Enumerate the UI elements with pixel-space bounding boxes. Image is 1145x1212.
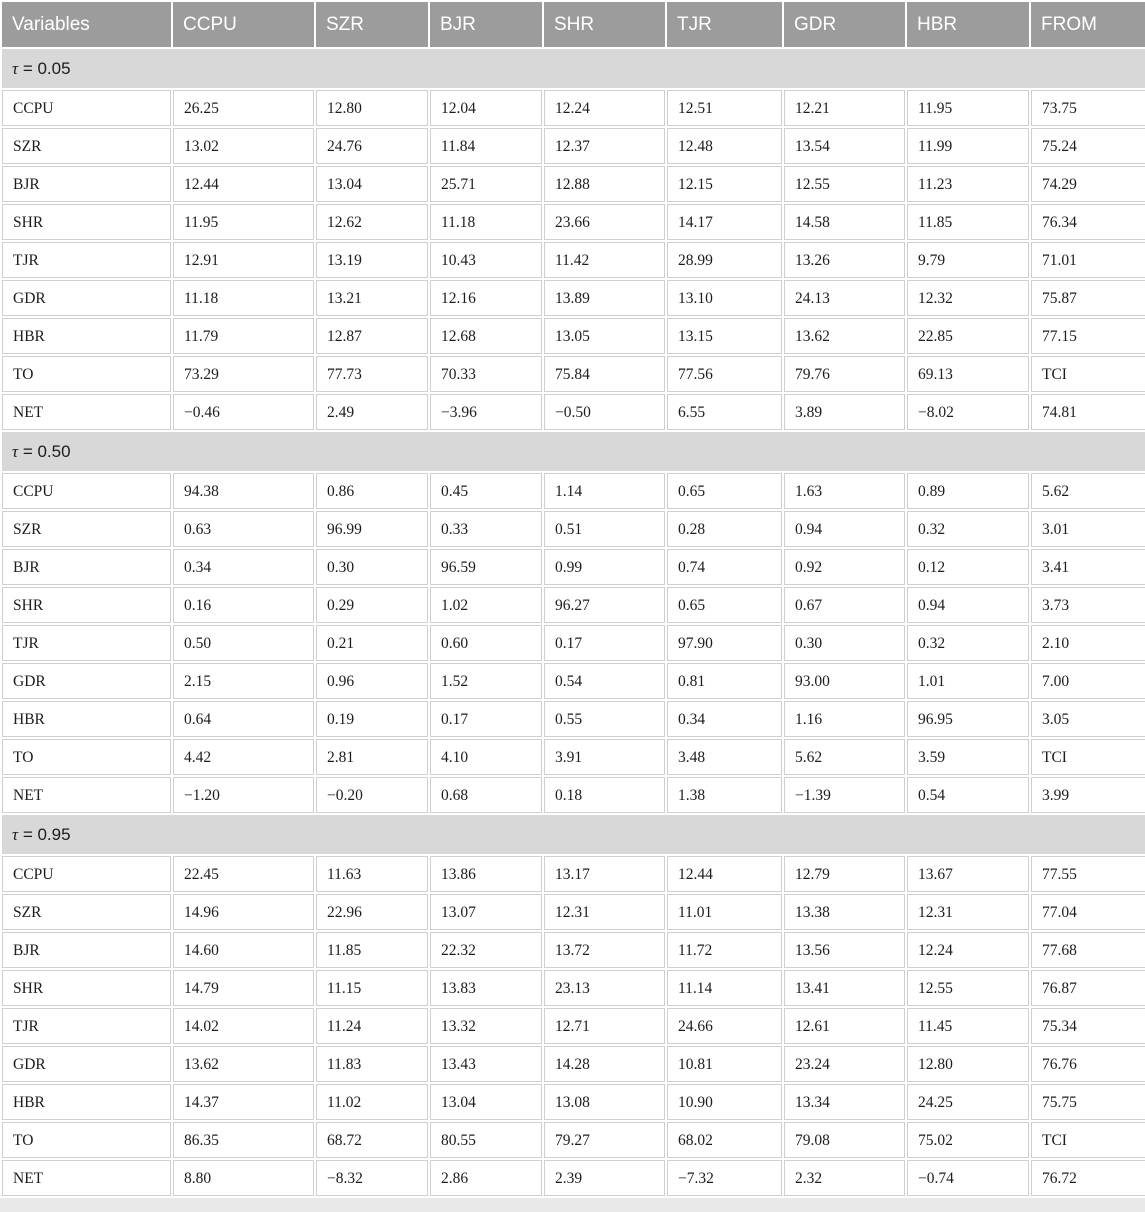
cell-value: TCI — [1031, 356, 1145, 392]
cell-value: 11.85 — [316, 932, 428, 968]
cell-value: 2.10 — [1031, 625, 1145, 661]
cell-value: 1.14 — [544, 473, 665, 509]
cell-value: 13.05 — [544, 318, 665, 354]
tau-symbol: τ — [12, 59, 19, 78]
cell-value: 0.60 — [430, 625, 542, 661]
data-row — [2, 932, 1145, 968]
cell-value: 13.67 — [907, 856, 1029, 892]
cell-value: 24.13 — [784, 280, 905, 316]
row-label: HBR — [2, 1084, 171, 1120]
cell-value: 96.99 — [316, 511, 428, 547]
data-row — [2, 280, 1145, 316]
cell-value: 11.45 — [907, 1008, 1029, 1044]
cell-value: 12.44 — [667, 856, 782, 892]
cell-value: 12.55 — [784, 166, 905, 202]
cell-value: 11.72 — [667, 932, 782, 968]
cell-value: 0.63 — [173, 511, 314, 547]
cell-value: 3.48 — [667, 739, 782, 775]
cell-value: 12.80 — [316, 90, 428, 126]
cell-value: −0.50 — [544, 394, 665, 430]
section-row — [2, 49, 1145, 88]
cell-value: 5.62 — [784, 739, 905, 775]
cell-value: −1.39 — [784, 777, 905, 813]
row-label: GDR — [2, 280, 171, 316]
cell-value: 3.59 — [907, 739, 1029, 775]
cell-value: 2.81 — [316, 739, 428, 775]
cell-value: 12.91 — [173, 242, 314, 278]
cell-value: 14.02 — [173, 1008, 314, 1044]
cell-value: 13.41 — [784, 970, 905, 1006]
cell-value: 70.33 — [430, 356, 542, 392]
cell-value: 73.75 — [1031, 90, 1145, 126]
cell-value: 3.89 — [784, 394, 905, 430]
cell-value: 12.48 — [667, 128, 782, 164]
cell-value: 22.85 — [907, 318, 1029, 354]
row-label: SZR — [2, 128, 171, 164]
cell-value: −8.02 — [907, 394, 1029, 430]
cell-value: 75.24 — [1031, 128, 1145, 164]
cell-value: 13.56 — [784, 932, 905, 968]
tau-symbol: τ — [12, 825, 19, 844]
cell-value: 1.63 — [784, 473, 905, 509]
column-header-szr: SZR — [316, 2, 428, 47]
cell-value: 13.04 — [430, 1084, 542, 1120]
cell-value: 86.35 — [173, 1122, 314, 1158]
cell-value: 13.10 — [667, 280, 782, 316]
cell-value: 11.95 — [907, 90, 1029, 126]
cell-value: 11.95 — [173, 204, 314, 240]
cell-value: 14.96 — [173, 894, 314, 930]
row-label: CCPU — [2, 473, 171, 509]
cell-value: 22.32 — [430, 932, 542, 968]
cell-value: 11.18 — [173, 280, 314, 316]
data-row — [2, 1046, 1145, 1082]
cell-value: 0.96 — [316, 663, 428, 699]
cell-value: 79.27 — [544, 1122, 665, 1158]
row-label: BJR — [2, 166, 171, 202]
column-header-shr: SHR — [544, 2, 665, 47]
cell-value: 1.16 — [784, 701, 905, 737]
row-label: NET — [2, 394, 171, 430]
cell-value: 3.91 — [544, 739, 665, 775]
cell-value: 8.80 — [173, 1160, 314, 1196]
cell-value: 80.55 — [430, 1122, 542, 1158]
row-label: GDR — [2, 1046, 171, 1082]
cell-value: 75.87 — [1031, 280, 1145, 316]
tau-symbol: τ — [12, 442, 19, 461]
cell-value: 68.72 — [316, 1122, 428, 1158]
cell-value: 11.42 — [544, 242, 665, 278]
data-row — [2, 1122, 1145, 1158]
cell-value: 4.10 — [430, 739, 542, 775]
cell-value: 0.17 — [430, 701, 542, 737]
cell-value: 12.88 — [544, 166, 665, 202]
cell-value: 12.68 — [430, 318, 542, 354]
cell-value: 71.01 — [1031, 242, 1145, 278]
cell-value: 11.23 — [907, 166, 1029, 202]
cell-value: 14.37 — [173, 1084, 314, 1120]
cell-value: 12.51 — [667, 90, 782, 126]
column-header-bjr: BJR — [430, 2, 542, 47]
cell-value: −0.46 — [173, 394, 314, 430]
data-row — [2, 970, 1145, 1006]
cell-value: 0.12 — [907, 549, 1029, 585]
data-row — [2, 587, 1145, 623]
column-header-tjr: TJR — [667, 2, 782, 47]
cell-value: 79.08 — [784, 1122, 905, 1158]
cell-value: 14.58 — [784, 204, 905, 240]
data-row — [2, 242, 1145, 278]
row-label: SZR — [2, 894, 171, 930]
cell-value: 11.85 — [907, 204, 1029, 240]
column-header-gdr: GDR — [784, 2, 905, 47]
cell-value: 12.32 — [907, 280, 1029, 316]
cell-value: 13.83 — [430, 970, 542, 1006]
cell-value: 2.39 — [544, 1160, 665, 1196]
cell-value: 13.43 — [430, 1046, 542, 1082]
cell-value: 0.64 — [173, 701, 314, 737]
row-label: TO — [2, 739, 171, 775]
cell-value: 0.92 — [784, 549, 905, 585]
cell-value: 0.33 — [430, 511, 542, 547]
cell-value: 13.54 — [784, 128, 905, 164]
row-label: SHR — [2, 970, 171, 1006]
cell-value: 22.45 — [173, 856, 314, 892]
row-label: SHR — [2, 204, 171, 240]
data-row — [2, 739, 1145, 775]
cell-value: 12.24 — [907, 932, 1029, 968]
cell-value: −0.20 — [316, 777, 428, 813]
cell-value: 24.25 — [907, 1084, 1029, 1120]
cell-value: 3.73 — [1031, 587, 1145, 623]
cell-value: 0.65 — [667, 587, 782, 623]
cell-value: 26.25 — [173, 90, 314, 126]
cell-value: 13.21 — [316, 280, 428, 316]
cell-value: 25.71 — [430, 166, 542, 202]
data-row — [2, 166, 1145, 202]
cell-value: 11.63 — [316, 856, 428, 892]
cell-value: 13.26 — [784, 242, 905, 278]
cell-value: 13.38 — [784, 894, 905, 930]
cell-value: 0.16 — [173, 587, 314, 623]
cell-value: 76.76 — [1031, 1046, 1145, 1082]
cell-value: 11.24 — [316, 1008, 428, 1044]
data-row — [2, 128, 1145, 164]
cell-value: 11.18 — [430, 204, 542, 240]
cell-value: 12.15 — [667, 166, 782, 202]
data-row — [2, 473, 1145, 509]
data-row — [2, 894, 1145, 930]
cell-value: 1.01 — [907, 663, 1029, 699]
cell-value: 12.55 — [907, 970, 1029, 1006]
cell-value: 12.61 — [784, 1008, 905, 1044]
cell-value: 12.16 — [430, 280, 542, 316]
cell-value: 14.17 — [667, 204, 782, 240]
cell-value: 0.30 — [784, 625, 905, 661]
row-label: CCPU — [2, 856, 171, 892]
cell-value: 76.34 — [1031, 204, 1145, 240]
section-row — [2, 432, 1145, 471]
row-label: HBR — [2, 318, 171, 354]
cell-value: 77.68 — [1031, 932, 1145, 968]
data-row — [2, 856, 1145, 892]
cell-value: 0.99 — [544, 549, 665, 585]
cell-value: 12.44 — [173, 166, 314, 202]
data-row — [2, 356, 1145, 392]
data-row — [2, 90, 1145, 126]
cell-value: 0.55 — [544, 701, 665, 737]
cell-value: 11.83 — [316, 1046, 428, 1082]
section-label: τ = 0.50 — [2, 432, 1145, 471]
cell-value: 2.49 — [316, 394, 428, 430]
cell-value: 76.87 — [1031, 970, 1145, 1006]
cell-value: 23.24 — [784, 1046, 905, 1082]
cell-value: 14.28 — [544, 1046, 665, 1082]
cell-value: 0.18 — [544, 777, 665, 813]
data-row — [2, 777, 1145, 813]
cell-value: 10.90 — [667, 1084, 782, 1120]
cell-value: 10.81 — [667, 1046, 782, 1082]
cell-value: 0.54 — [907, 777, 1029, 813]
cell-value: 69.13 — [907, 356, 1029, 392]
cell-value: 13.62 — [173, 1046, 314, 1082]
cell-value: 0.68 — [430, 777, 542, 813]
cell-value: 23.13 — [544, 970, 665, 1006]
cell-value: 13.32 — [430, 1008, 542, 1044]
cell-value: 12.21 — [784, 90, 905, 126]
cell-value: 0.34 — [667, 701, 782, 737]
cell-value: 6.55 — [667, 394, 782, 430]
table-body — [2, 49, 1145, 1196]
cell-value: 4.42 — [173, 739, 314, 775]
cell-value: 0.32 — [907, 625, 1029, 661]
cell-value: 11.79 — [173, 318, 314, 354]
column-header-from: FROM — [1031, 2, 1145, 47]
cell-value: 75.34 — [1031, 1008, 1145, 1044]
data-row — [2, 394, 1145, 430]
cell-value: 13.17 — [544, 856, 665, 892]
cell-value: 11.01 — [667, 894, 782, 930]
row-label: NET — [2, 777, 171, 813]
cell-value: 12.24 — [544, 90, 665, 126]
section-label: τ = 0.95 — [2, 815, 1145, 854]
cell-value: 94.38 — [173, 473, 314, 509]
cell-value: 13.34 — [784, 1084, 905, 1120]
cell-value: 0.54 — [544, 663, 665, 699]
row-label: CCPU — [2, 90, 171, 126]
cell-value: 0.94 — [784, 511, 905, 547]
cell-value: 11.02 — [316, 1084, 428, 1120]
cell-value: 0.30 — [316, 549, 428, 585]
cell-value: 74.81 — [1031, 394, 1145, 430]
cell-value: 9.79 — [907, 242, 1029, 278]
cell-value: 13.02 — [173, 128, 314, 164]
cell-value: 0.51 — [544, 511, 665, 547]
cell-value: 0.86 — [316, 473, 428, 509]
cell-value: 12.04 — [430, 90, 542, 126]
row-label: TO — [2, 356, 171, 392]
cell-value: 12.62 — [316, 204, 428, 240]
cell-value: 13.86 — [430, 856, 542, 892]
row-label: BJR — [2, 549, 171, 585]
cell-value: 77.55 — [1031, 856, 1145, 892]
cell-value: 0.32 — [907, 511, 1029, 547]
cell-value: 13.15 — [667, 318, 782, 354]
section-label: τ = 0.05 — [2, 49, 1145, 88]
cell-value: 13.08 — [544, 1084, 665, 1120]
cell-value: 12.87 — [316, 318, 428, 354]
cell-value: 77.04 — [1031, 894, 1145, 930]
cell-value: 77.73 — [316, 356, 428, 392]
cell-value: 77.56 — [667, 356, 782, 392]
cell-value: 24.66 — [667, 1008, 782, 1044]
cell-value: 11.14 — [667, 970, 782, 1006]
cell-value: −8.32 — [316, 1160, 428, 1196]
cell-value: 1.52 — [430, 663, 542, 699]
data-row — [2, 318, 1145, 354]
cell-value: 24.76 — [316, 128, 428, 164]
cell-value: 11.15 — [316, 970, 428, 1006]
cell-value: 0.29 — [316, 587, 428, 623]
header-row — [2, 2, 1145, 47]
section-row — [2, 815, 1145, 854]
row-label: SHR — [2, 587, 171, 623]
cell-value: 13.07 — [430, 894, 542, 930]
cell-value: 3.99 — [1031, 777, 1145, 813]
cell-value: 12.80 — [907, 1046, 1029, 1082]
cell-value: 76.72 — [1031, 1160, 1145, 1196]
cell-value: 13.72 — [544, 932, 665, 968]
cell-value: 0.28 — [667, 511, 782, 547]
cell-value: 2.32 — [784, 1160, 905, 1196]
row-label: BJR — [2, 932, 171, 968]
cell-value: TCI — [1031, 1122, 1145, 1158]
cell-value: 73.29 — [173, 356, 314, 392]
cell-value: 13.62 — [784, 318, 905, 354]
cell-value: −1.20 — [173, 777, 314, 813]
cell-value: 12.37 — [544, 128, 665, 164]
data-row — [2, 1160, 1145, 1196]
cell-value: −3.96 — [430, 394, 542, 430]
cell-value: 13.19 — [316, 242, 428, 278]
cell-value: 0.19 — [316, 701, 428, 737]
row-label: TJR — [2, 625, 171, 661]
cell-value: −7.32 — [667, 1160, 782, 1196]
cell-value: 28.99 — [667, 242, 782, 278]
cell-value: 1.38 — [667, 777, 782, 813]
column-header-ccpu: CCPU — [173, 2, 314, 47]
cell-value: 3.05 — [1031, 701, 1145, 737]
cell-value: 68.02 — [667, 1122, 782, 1158]
cell-value: 97.90 — [667, 625, 782, 661]
cell-value: 93.00 — [784, 663, 905, 699]
cell-value: 3.41 — [1031, 549, 1145, 585]
row-label: NET — [2, 1160, 171, 1196]
cell-value: 10.43 — [430, 242, 542, 278]
cell-value: 13.89 — [544, 280, 665, 316]
cell-value: 12.31 — [544, 894, 665, 930]
cell-value: 96.59 — [430, 549, 542, 585]
cell-value: 7.00 — [1031, 663, 1145, 699]
cell-value: 0.17 — [544, 625, 665, 661]
cell-value: 0.67 — [784, 587, 905, 623]
cell-value: 13.04 — [316, 166, 428, 202]
data-row — [2, 1008, 1145, 1044]
cell-value: 0.45 — [430, 473, 542, 509]
cell-value: 0.89 — [907, 473, 1029, 509]
cell-value: 3.01 — [1031, 511, 1145, 547]
cell-value: 0.74 — [667, 549, 782, 585]
cell-value: 5.62 — [1031, 473, 1145, 509]
data-row — [2, 625, 1145, 661]
cell-value: 12.79 — [784, 856, 905, 892]
column-header-hbr: HBR — [907, 2, 1029, 47]
cell-value: 1.02 — [430, 587, 542, 623]
cell-value: 12.31 — [907, 894, 1029, 930]
row-label: SZR — [2, 511, 171, 547]
cell-value: 11.84 — [430, 128, 542, 164]
cell-value: 2.86 — [430, 1160, 542, 1196]
row-label: TO — [2, 1122, 171, 1158]
cell-value: 77.15 — [1031, 318, 1145, 354]
cell-value: 2.15 — [173, 663, 314, 699]
cell-value: 0.34 — [173, 549, 314, 585]
cell-value: 11.99 — [907, 128, 1029, 164]
cell-value: 14.60 — [173, 932, 314, 968]
cell-value: 75.02 — [907, 1122, 1029, 1158]
cell-value: 0.50 — [173, 625, 314, 661]
data-row — [2, 204, 1145, 240]
cell-value: 74.29 — [1031, 166, 1145, 202]
data-row — [2, 663, 1145, 699]
cell-value: 0.81 — [667, 663, 782, 699]
cell-value: 0.65 — [667, 473, 782, 509]
cell-value: 23.66 — [544, 204, 665, 240]
row-label: TJR — [2, 1008, 171, 1044]
cell-value: 96.27 — [544, 587, 665, 623]
cell-value: 12.71 — [544, 1008, 665, 1044]
data-row — [2, 549, 1145, 585]
cell-value: 0.21 — [316, 625, 428, 661]
cell-value: −0.74 — [907, 1160, 1029, 1196]
cell-value: 75.75 — [1031, 1084, 1145, 1120]
cell-value: 22.96 — [316, 894, 428, 930]
data-row — [2, 1084, 1145, 1120]
row-label: GDR — [2, 663, 171, 699]
cell-value: 75.84 — [544, 356, 665, 392]
cell-value: 96.95 — [907, 701, 1029, 737]
cell-value: 0.94 — [907, 587, 1029, 623]
data-row — [2, 511, 1145, 547]
column-header-variables: Variables — [2, 2, 171, 47]
row-label: HBR — [2, 701, 171, 737]
cell-value: 79.76 — [784, 356, 905, 392]
cell-value: TCI — [1031, 739, 1145, 775]
data-row — [2, 701, 1145, 737]
cell-value: 14.79 — [173, 970, 314, 1006]
row-label: TJR — [2, 242, 171, 278]
bottom-strip — [0, 1198, 1145, 1205]
